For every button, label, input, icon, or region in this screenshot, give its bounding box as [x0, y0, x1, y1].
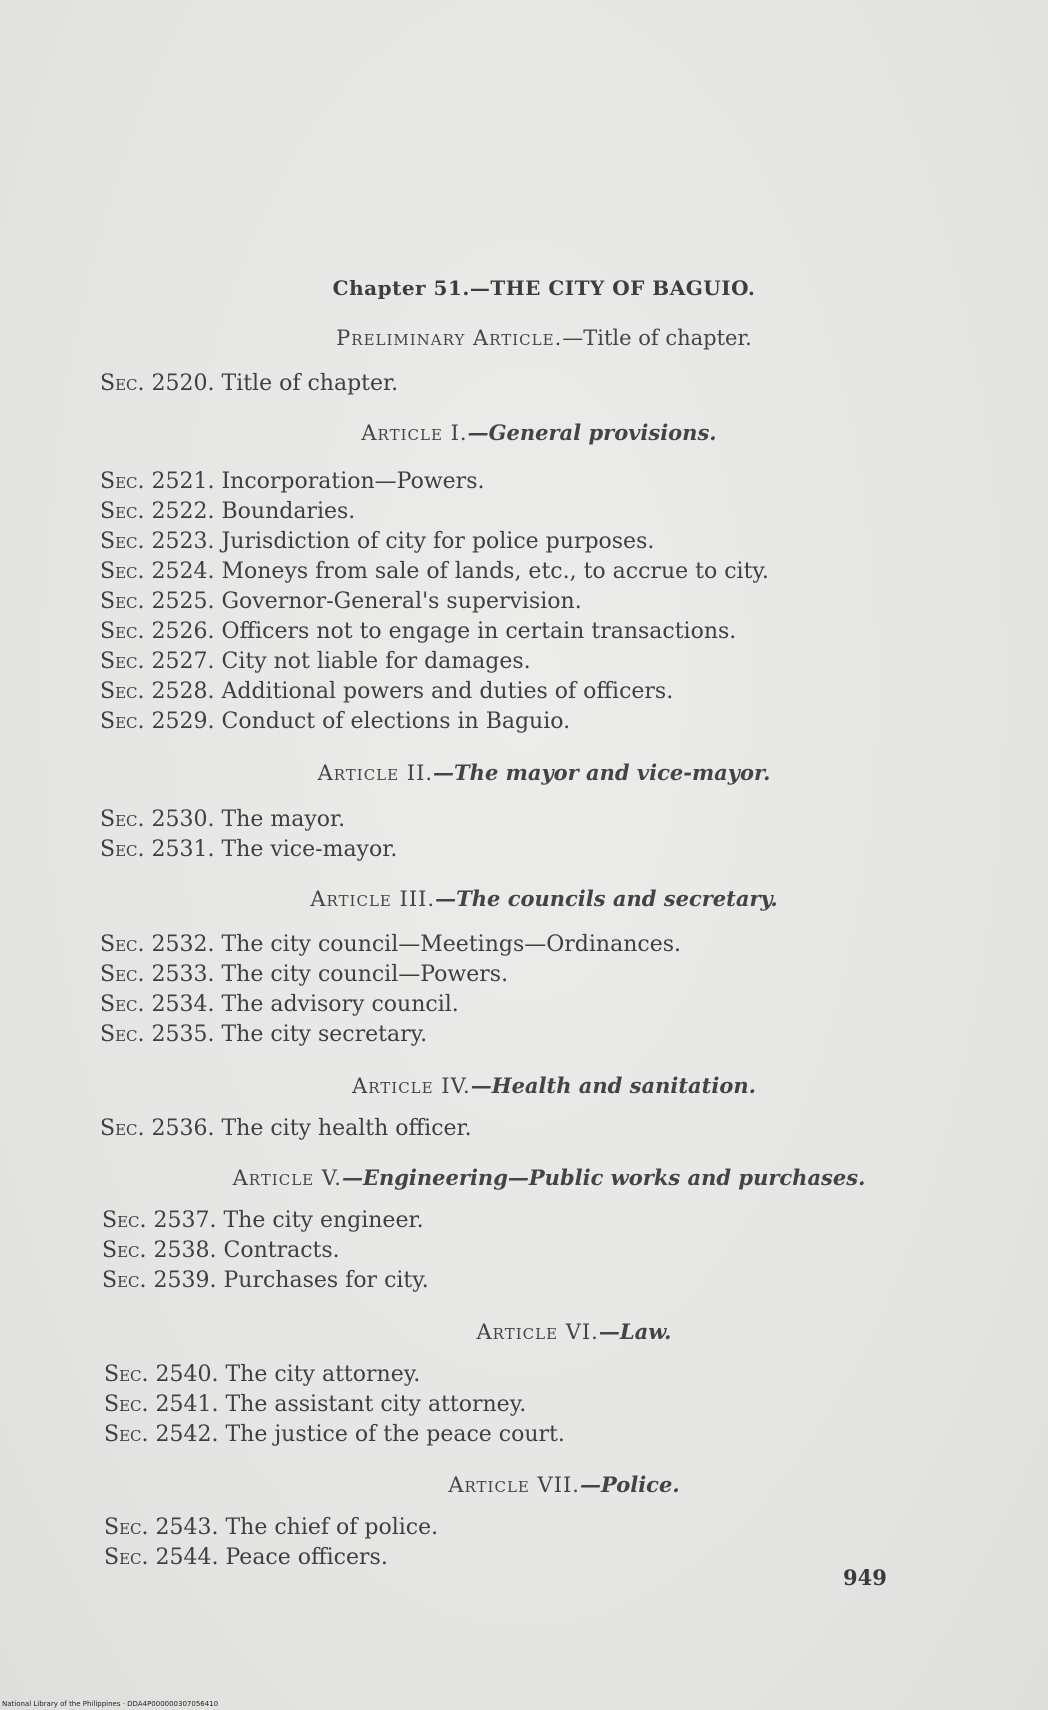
sec-number: 2534. — [151, 992, 215, 1017]
article-title: —The mayor and vice-mayor. — [433, 760, 771, 785]
sec-number: 2521. — [151, 469, 215, 494]
sec-title: The chief of police. — [225, 1515, 439, 1540]
list-item — [104, 1360, 565, 1390]
article-heading-7 — [0, 1472, 1048, 1497]
sec-number: 2539. — [153, 1268, 217, 1293]
article-heading-3 — [0, 886, 1048, 911]
article-label: Article IV. — [352, 1074, 471, 1098]
sec-label: Sec. — [100, 649, 145, 674]
article-title: —Law. — [598, 1319, 672, 1344]
list-item — [100, 835, 397, 865]
sec-label: Sec. — [104, 1392, 149, 1417]
article-label: Article V. — [232, 1166, 342, 1190]
sec-number: 2526. — [151, 619, 215, 644]
list-item — [100, 930, 681, 960]
sec-label: Sec. — [100, 469, 145, 494]
list-item — [100, 960, 681, 990]
sec-title: The city health officer. — [221, 1116, 472, 1141]
article-title: —General provisions. — [467, 420, 717, 445]
article-label: Article II. — [317, 761, 434, 785]
sec-title: Conduct of elections in Baguio. — [221, 709, 571, 734]
article-title: —Title of chapter. — [562, 326, 752, 350]
section-list-preliminary — [100, 369, 398, 399]
section-list-5 — [102, 1206, 429, 1296]
sec-title: Title of chapter. — [221, 371, 399, 396]
sec-title: Jurisdiction of city for police purposes. — [221, 529, 655, 554]
sec-number: 2527. — [151, 649, 215, 674]
list-item — [100, 990, 681, 1020]
sec-number: 2529. — [151, 709, 215, 734]
list-item — [102, 1206, 429, 1236]
section-list-2 — [100, 805, 397, 865]
sec-label: Sec. — [100, 589, 145, 614]
sec-label: Sec. — [102, 1208, 147, 1233]
article-label: Article III. — [310, 887, 436, 911]
sec-label: Sec. — [100, 992, 145, 1017]
sec-label: Sec. — [100, 529, 145, 554]
sec-label: Sec. — [100, 709, 145, 734]
list-item — [100, 497, 769, 527]
sec-title: Additional powers and duties of officers. — [221, 679, 674, 704]
list-item — [104, 1390, 565, 1420]
list-item — [100, 1020, 681, 1050]
list-item — [100, 805, 397, 835]
list-item — [100, 527, 769, 557]
sec-label: Sec. — [100, 1116, 145, 1141]
list-item — [104, 1543, 438, 1573]
sec-title: The advisory council. — [221, 992, 459, 1017]
sec-label: Sec. — [104, 1515, 149, 1540]
list-item — [100, 707, 769, 737]
list-item — [104, 1420, 565, 1450]
sec-title: Contracts. — [223, 1238, 340, 1263]
article-heading-1 — [0, 420, 1048, 445]
sec-title: Boundaries. — [221, 499, 356, 524]
sec-number: 2520. — [151, 371, 215, 396]
list-item — [100, 557, 769, 587]
sec-number: 2538. — [153, 1238, 217, 1263]
sec-number: 2535. — [151, 1022, 215, 1047]
sec-number: 2540. — [155, 1362, 219, 1387]
sec-title: The vice-mayor. — [221, 837, 398, 862]
sec-number: 2543. — [155, 1515, 219, 1540]
sec-title: The city attorney. — [225, 1362, 421, 1387]
section-list-4 — [100, 1114, 472, 1144]
sec-title: Moneys from sale of lands, etc., to accrue to city. — [221, 559, 769, 584]
article-heading-5 — [0, 1165, 1048, 1190]
page-number: 949 — [843, 1565, 887, 1590]
sec-number: 2536. — [151, 1116, 215, 1141]
sec-number: 2523. — [151, 529, 215, 554]
sec-number: 2537. — [153, 1208, 217, 1233]
sec-number: 2522. — [151, 499, 215, 524]
sec-label: Sec. — [102, 1268, 147, 1293]
article-title: —Engineering—Public works and purchases. — [341, 1165, 866, 1190]
section-list-3 — [100, 930, 681, 1050]
section-list-1 — [100, 467, 769, 737]
article-label: Article VI. — [476, 1320, 599, 1344]
list-item — [102, 1236, 429, 1266]
sec-title: Governor-General's supervision. — [221, 589, 582, 614]
sec-label: Sec. — [100, 807, 145, 832]
section-list-6 — [104, 1360, 565, 1450]
sec-label: Sec. — [100, 619, 145, 644]
article-label: Article I. — [361, 421, 468, 445]
article-heading-6 — [0, 1319, 1048, 1344]
list-item — [104, 1513, 438, 1543]
list-item — [100, 647, 769, 677]
sec-title: Purchases for city. — [223, 1268, 429, 1293]
sec-title: The mayor. — [221, 807, 346, 832]
sec-number: 2530. — [151, 807, 215, 832]
sec-number: 2524. — [151, 559, 215, 584]
list-item — [100, 467, 769, 497]
list-item — [100, 369, 398, 399]
sec-label: Sec. — [100, 679, 145, 704]
article-heading-2 — [0, 760, 1048, 785]
sec-label: Sec. — [100, 499, 145, 524]
sec-title: Incorporation—Powers. — [221, 469, 485, 494]
list-item — [100, 1114, 472, 1144]
sec-label: Sec. — [100, 837, 145, 862]
sec-title: The city engineer. — [223, 1208, 424, 1233]
sec-label: Sec. — [100, 962, 145, 987]
article-title: —The councils and secretary. — [435, 886, 778, 911]
sec-title: The city secretary. — [221, 1022, 428, 1047]
sec-label: Sec. — [104, 1422, 149, 1447]
sec-label: Sec. — [104, 1545, 149, 1570]
article-label: Preliminary Article. — [336, 326, 563, 350]
sec-label: Sec. — [100, 371, 145, 396]
sec-title: The city council—Powers. — [221, 962, 509, 987]
section-list-7 — [104, 1513, 438, 1573]
list-item — [100, 587, 769, 617]
sec-title: Officers not to engage in certain transactions. — [221, 619, 737, 644]
sec-title: The justice of the peace court. — [225, 1422, 565, 1447]
list-item — [100, 677, 769, 707]
sec-label: Sec. — [100, 559, 145, 584]
article-heading-4 — [0, 1073, 1048, 1098]
sec-number: 2542. — [155, 1422, 219, 1447]
sec-number: 2533. — [151, 962, 215, 987]
sec-number: 2528. — [151, 679, 215, 704]
sec-number: 2525. — [151, 589, 215, 614]
sec-label: Sec. — [100, 932, 145, 957]
article-title: —Police. — [579, 1472, 680, 1497]
scan-credit: National Library of the Philippines · DDA4P000000307056410 — [2, 1700, 219, 1708]
sec-number: 2532. — [151, 932, 215, 957]
sec-title: The assistant city attorney. — [225, 1392, 527, 1417]
sec-title: City not liable for damages. — [221, 649, 531, 674]
article-heading-preliminary — [0, 326, 1048, 350]
chapter-title: Chapter 51.—THE CITY OF BAGUIO. — [332, 276, 756, 300]
sec-label: Sec. — [102, 1238, 147, 1263]
list-item — [102, 1266, 429, 1296]
article-label: Article VII. — [448, 1473, 580, 1497]
list-item — [100, 617, 769, 647]
sec-label: Sec. — [100, 1022, 145, 1047]
sec-label: Sec. — [104, 1362, 149, 1387]
article-title: —Health and sanitation. — [470, 1073, 756, 1098]
sec-title: The city council—Meetings—Ordinances. — [221, 932, 681, 957]
sec-number: 2541. — [155, 1392, 219, 1417]
sec-number: 2531. — [151, 837, 215, 862]
sec-number: 2544. — [155, 1545, 219, 1570]
sec-title: Peace officers. — [225, 1545, 388, 1570]
